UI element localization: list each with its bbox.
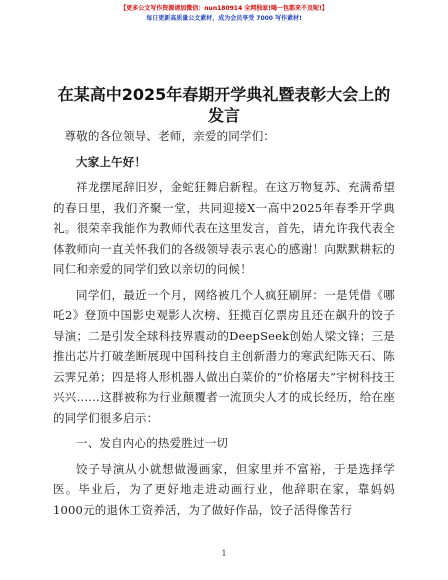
paragraph-2: 同学们，最近一个月，网络被几个人疯狂刷屏：一是凭借《哪吒2》登顶中国影史观影人次榜、狂揽百亿票房且还在飙升的饺子导演；二是引发全球科技界震动的DeepSeek创始人梁文锋；三是推出芯片打破垄断展现中国科技自主创新潜力的寒武纪陈天石、陈云霁兄弟；四是将人形机器人做出白菜价的“价格屠夫”宇树科技王兴兴……这群被称为行业颠覆者一流顶尖人才的成长经历，给在座的同学们很多启示： <box>53 287 395 425</box>
section-heading: 一、发自内心的热爱胜过一切 <box>76 436 229 450</box>
promo-banner-line-2: 每日更新高质量公文素材，成为会员享受 7000 写作素材! <box>146 15 302 22</box>
salutation: 大家上午好！ <box>76 154 147 169</box>
document-body <box>53 126 395 520</box>
promo-banner-line-1: 【更多公文写作资源请加微信：nun180914 全网独家!喝一包都来不及呢!】 <box>120 5 328 12</box>
paragraph-1: 祥龙摆尾辞旧岁，金蛇狂舞启新程。在这万物复苏、充满希望的春日里，我们齐聚一堂，共同迎接X一高中2025年春季开学典礼。很荣幸我能作为教师代表在这里发言，首先，请允许我代表全体教师向一直关怀我们的各级领导表示衷心的感谢！向默默耕耘的同仁和亲爱的同学们致以亲切的问候！ <box>53 180 395 276</box>
greeting: 尊敬的各位领导、老师，亲爱的同学们： <box>64 129 276 143</box>
document-title: 在某高中2025年春期开学典礼暨表彰大会上的发言 <box>57 85 391 125</box>
page-number: 1 <box>221 549 227 558</box>
promo-banner <box>0 4 448 24</box>
paragraph-3: 饺子导演从小就想做漫画家，但家里并不富裕，于是选择学医。毕业后，为了更好地走进动画行业，他辞职在家，靠妈妈1000元的退休工资养活，为了做好作品，饺子活得像苦行 <box>53 461 395 517</box>
